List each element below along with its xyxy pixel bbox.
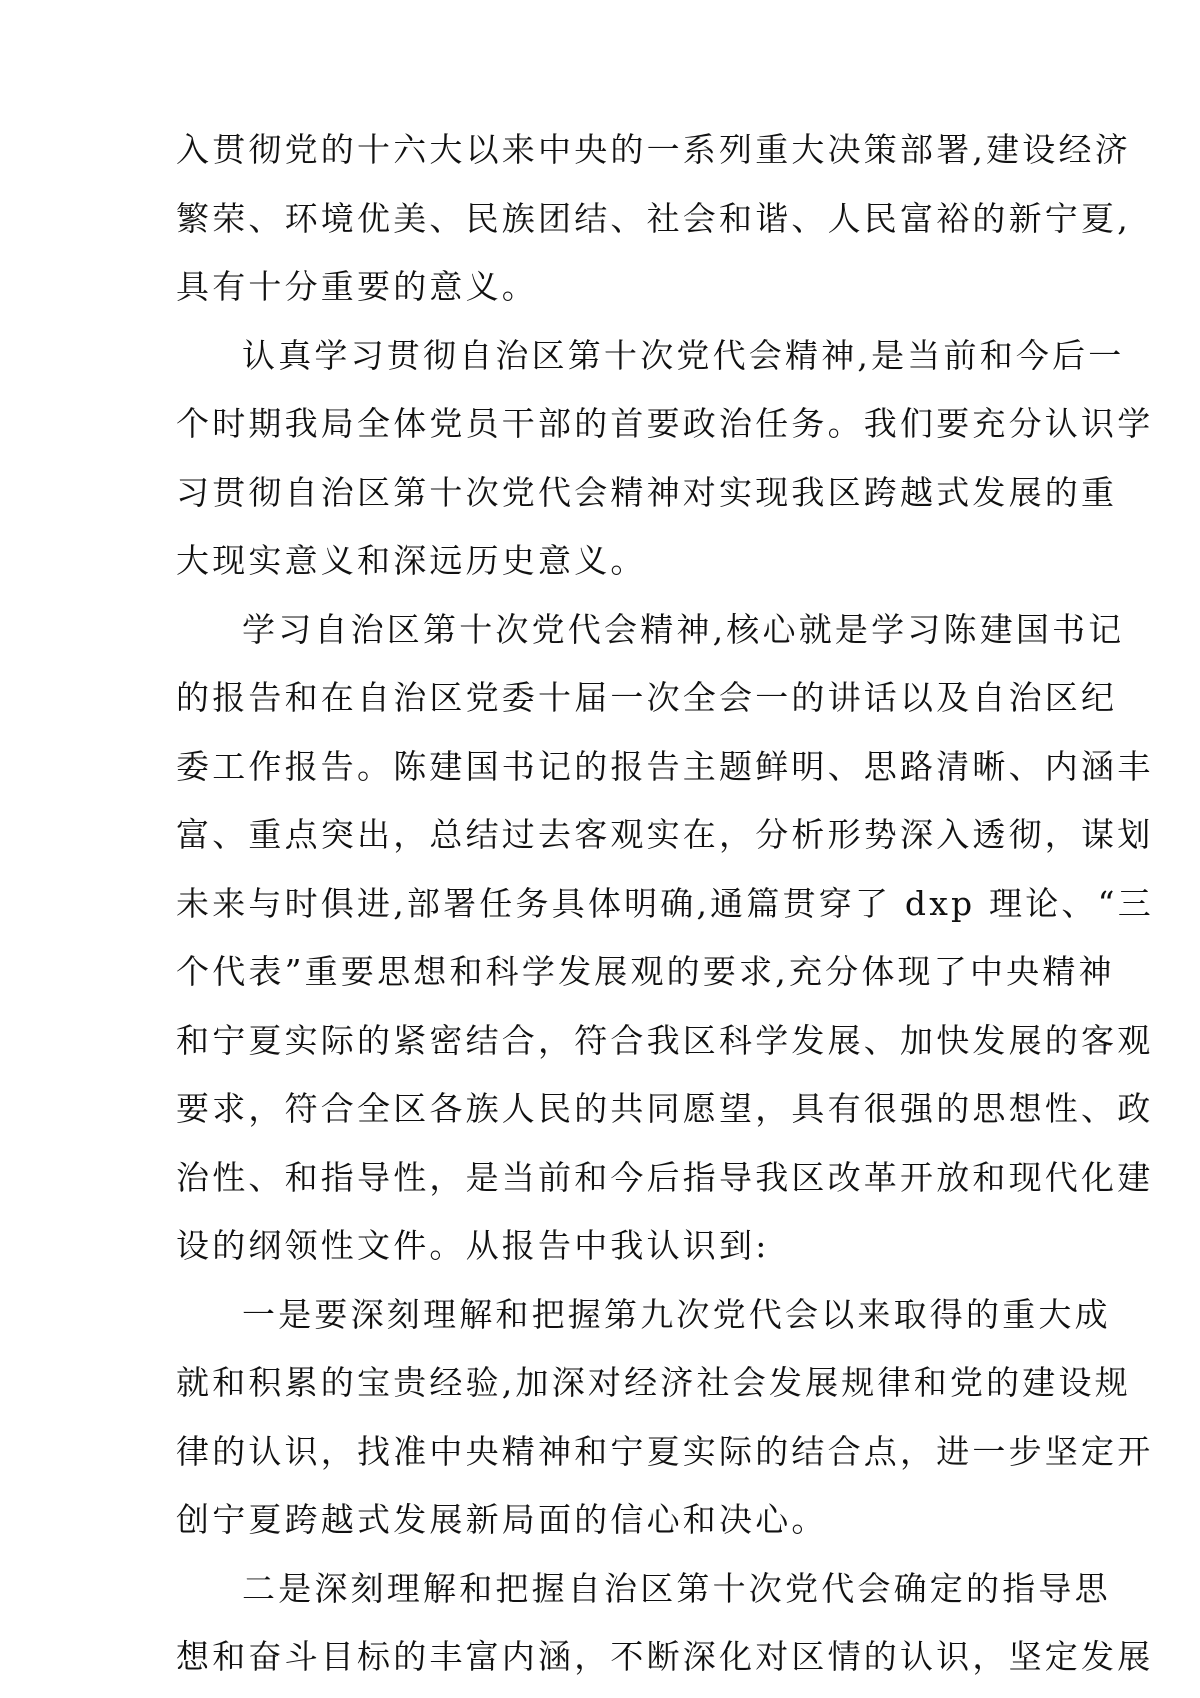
paragraph-start-line: 认真学习贯彻自治区第十次党代会精神,是当前和今后一	[242, 335, 1125, 375]
text-line: 习贯彻自治区第十次党代会精神对实现我区跨越式发展的重	[176, 472, 1118, 512]
text-line: 和宁夏实际的紧密结合，符合我区科学发展、加快发展的客观	[176, 1020, 1154, 1060]
text-line: 未来与时俱进,部署任务具体明确,通篇贯穿了 dxp 理论、“三	[176, 883, 1154, 923]
text-line: 就和积累的宝贵经验,加深对经济社会发展规律和党的建设规	[176, 1363, 1131, 1402]
text-line: 入贯彻党的十六大以来中央的一系列重大决策部署,建设经济	[176, 130, 1131, 169]
text-line: 个时期我局全体党员干部的首要政治任务。我们要充分认识学	[176, 404, 1154, 443]
paragraph-start-line: 学习自治区第十次党代会精神,核心就是学习陈建国书记	[242, 609, 1125, 649]
text-line: 治性、和指导性，是当前和今后指导我区改革开放和现代化建	[176, 1157, 1154, 1197]
text-line: 大现实意义和深远历史意义。	[176, 541, 647, 580]
text-line: 设的纲领性文件。从报告中我认识到:	[176, 1226, 770, 1265]
text-line: 具有十分重要的意义。	[176, 267, 538, 306]
text-line: 创宁夏跨越式发展新局面的信心和决心。	[176, 1500, 828, 1539]
text-line: 要求，符合全区各族人民的共同愿望，具有很强的思想性、政	[176, 1089, 1154, 1128]
text-line: 个代表”重要思想和科学发展观的要求,充分体现了中央精神	[176, 952, 1115, 991]
body-text	[176, 116, 1154, 1692]
text-line: 想和奋斗目标的丰富内涵，不断深化对区情的认识，坚定发展	[176, 1637, 1154, 1676]
text-line: 律的认识，找准中央精神和宁夏实际的结合点，进一步坚定开	[176, 1431, 1154, 1471]
text-line: 富、重点突出，总结过去客观实在，分析形势深入透彻，谋划	[176, 815, 1154, 854]
paragraph-start-line: 一是要深刻理解和把握第九次党代会以来取得的重大成	[242, 1294, 1111, 1334]
text-line: 繁荣、环境优美、民族团结、社会和谐、人民富裕的新宁夏,	[176, 198, 1131, 238]
text-line: 的报告和在自治区党委十届一次全会一的讲话以及自治区纪	[176, 678, 1118, 717]
text-line: 委工作报告。陈建国书记的报告主题鲜明、思路清晰、内涵丰	[176, 746, 1154, 786]
paragraph-start-line: 二是深刻理解和把握自治区第十次党代会确定的指导思	[242, 1568, 1111, 1608]
